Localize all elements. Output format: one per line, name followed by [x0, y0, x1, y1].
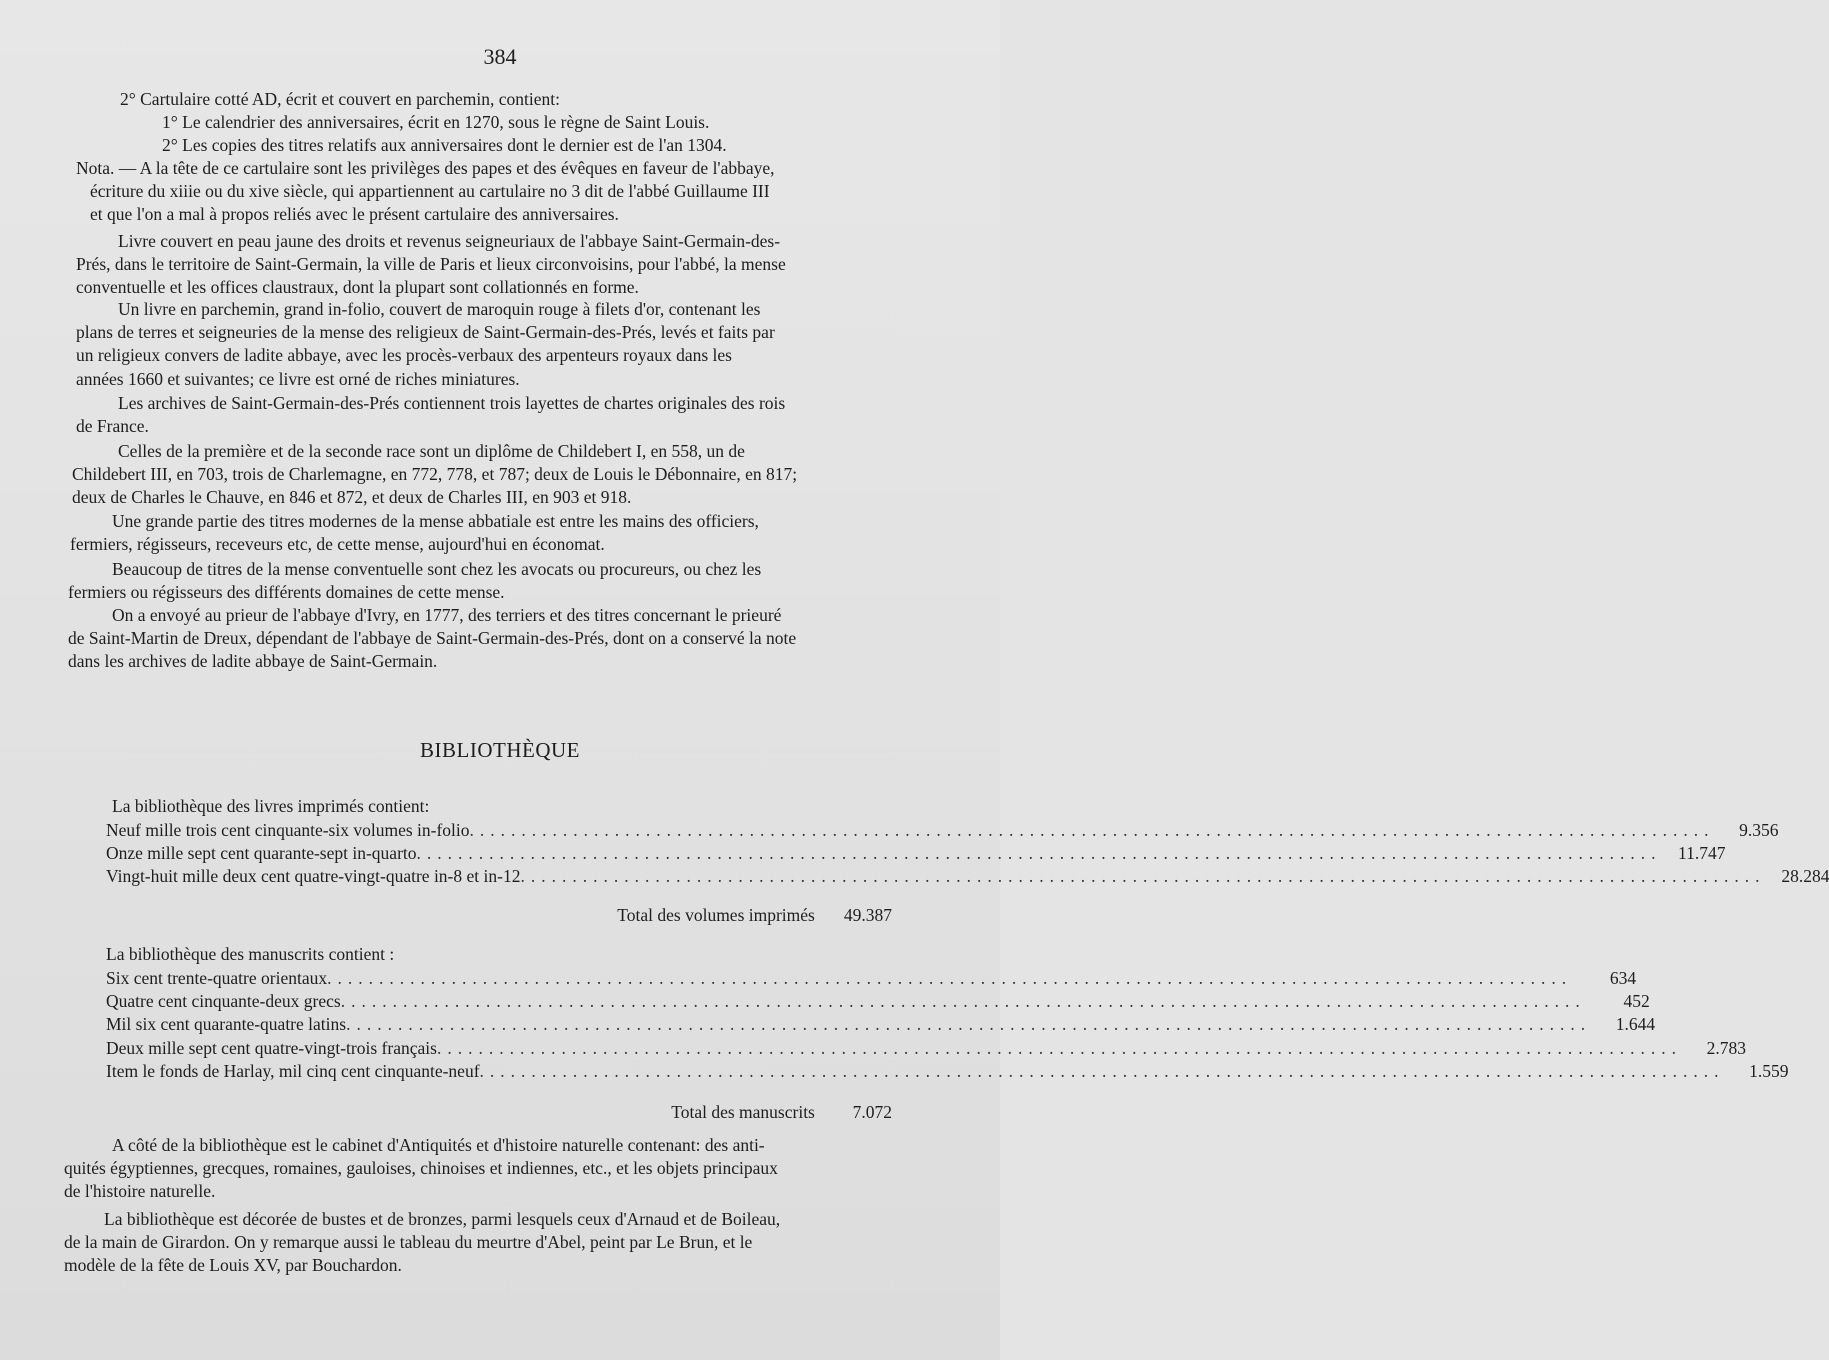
- text-line: La bibliothèque des livres imprimés contient:: [112, 796, 430, 816]
- body-paragraph: [0, 558, 1000, 604]
- inventory-value: 9.356: [1739, 820, 1779, 840]
- text-line: Une grande partie des titres modernes de la mense abbatiale est entre les mains des officiers,: [112, 511, 759, 531]
- printed-books-intro: [0, 795, 1000, 818]
- inventory-value: 634: [1609, 968, 1637, 988]
- text-line: fermiers ou régisseurs des différents domaines de cette mense.: [68, 582, 505, 603]
- text-line: conventuelle et les offices claustraux, dont la plupart sont collationnés en forme.: [76, 277, 639, 298]
- text-line: Nota. — A la tête de ce cartulaire sont les privilèges des papes et des évêques en faveur de l'abbaye,: [76, 158, 775, 178]
- inventory-label: Deux mille sept cent quatre-vingt-trois français: [106, 1038, 437, 1058]
- total-label: Total des volumes imprimés: [617, 905, 815, 925]
- text-line: 2° Cartulaire cotté AD, écrit et couvert en parchemin, contient:: [120, 89, 560, 109]
- text-line: de l'histoire naturelle.: [64, 1181, 216, 1202]
- body-paragraph: [0, 604, 1000, 674]
- text-line: modèle de la fête de Louis XV, par Bouchardon.: [64, 1255, 402, 1276]
- inventory-label: Vingt-huit mille deux cent quatre-vingt-quatre in-8 et in-12: [106, 866, 521, 886]
- inventory-value: 1.559: [1749, 1061, 1789, 1081]
- inventory-label: Six cent trente-quatre orientaux: [106, 968, 328, 988]
- manuscripts-total: [106, 1102, 892, 1123]
- text-line: Beaucoup de titres de la mense conventuelle sont chez les avocats ou procureurs, ou chez les: [112, 559, 762, 579]
- text-line: de France.: [76, 416, 149, 437]
- total-value: 7.072: [852, 1102, 892, 1122]
- text-line: Les archives de Saint-Germain-des-Prés contiennent trois layettes de chartes originales des rois: [118, 393, 786, 413]
- text-line: de la main de Girardon. On y remarque aussi le tableau du meurtre d'Abel, peint par Le Brun, et le: [64, 1232, 753, 1253]
- dot-leader: ........................................................................................................................: [340, 991, 1586, 1011]
- manuscripts-intro: [0, 943, 1000, 966]
- text-line: années 1660 et suivantes; ce livre est orné de riches miniatures.: [76, 368, 520, 389]
- inventory-value: 28.284: [1781, 866, 1829, 886]
- page-number: 384: [483, 44, 517, 69]
- inventory-value: 11.747: [1678, 843, 1726, 863]
- inventory-row: [106, 818, 1779, 841]
- antiquities-paragraph: [0, 1134, 1000, 1204]
- dot-leader: ........................................................................................................................: [520, 866, 1766, 886]
- total-label: Total des manuscrits: [671, 1102, 815, 1122]
- text-line: et que l'on a mal à propos reliés avec le présent cartulaire des anniversaires.: [90, 204, 619, 225]
- text-line: La bibliothèque est décorée de bustes et de bronzes, parmi lesquels ceux d'Arnaud et de Boileau,: [104, 1209, 781, 1229]
- dot-leader: ........................................................................................................................: [479, 1061, 1725, 1081]
- body-paragraph: [0, 440, 1000, 510]
- text-line: plans de terres et seigneuries de la mense des religieux de Saint-Germain-des-Prés, levés et faits par: [76, 322, 775, 343]
- total-value: 49.387: [843, 905, 892, 925]
- text-line: Prés, dans le territoire de Saint-Germain, la ville de Paris et lieux circonvoisins, pour l'abbé, la mense: [76, 254, 786, 275]
- inventory-label: Onze mille sept cent quarante-sept in-quarto: [106, 843, 417, 863]
- text-line: A côté de la bibliothèque est le cabinet d'Antiquités et d'histoire naturelle contenant: des anti-: [112, 1135, 765, 1155]
- dot-leader: ........................................................................................................................: [416, 843, 1662, 863]
- dot-leader: ........................................................................................................................: [346, 1014, 1592, 1034]
- text-line: 2° Les copies des titres relatifs aux anniversaires dont le dernier est de l'an 1304.: [162, 135, 727, 156]
- inventory-label: Quatre cent cinquante-deux grecs: [106, 991, 341, 1011]
- nota-paragraph: [0, 157, 1000, 227]
- inventory-row: [106, 1059, 1789, 1082]
- text-line: écriture du xiiie ou du xive siècle, qui appartiennent au cartulaire no 3 dit de l'abbé Guillaume III: [90, 181, 770, 202]
- dot-leader: ........................................................................................................................: [469, 820, 1715, 840]
- text-line: un religieux convers de ladite abbaye, avec les procès-verbaux des arpenteurs royaux dans les: [76, 345, 732, 366]
- inventory-label: Item le fonds de Harlay, mil cinq cent cinquante-neuf: [106, 1061, 480, 1081]
- text-line: Un livre en parchemin, grand in-folio, couvert de maroquin rouge à filets d'or, contenant les: [118, 299, 761, 319]
- cartulary-entry: [0, 88, 1000, 158]
- inventory-value: 452: [1623, 991, 1650, 1011]
- inventory-value: 1.644: [1615, 1014, 1656, 1034]
- section-title: BIBLIOTHÈQUE: [420, 738, 580, 762]
- dot-leader: ........................................................................................................................: [327, 968, 1573, 988]
- text-line: de Saint-Martin de Dreux, dépendant de l'abbaye de Saint-Germain-des-Prés, dont on a conservé la note: [68, 628, 797, 649]
- text-line: deux de Charles le Chauve, en 846 et 872, et deux de Charles III, en 903 et 918.: [72, 487, 632, 508]
- decoration-paragraph: [0, 1208, 1000, 1278]
- printed-books-total: [106, 905, 892, 926]
- inventory-row: [106, 841, 1726, 864]
- dot-leader: ........................................................................................................................: [436, 1038, 1682, 1058]
- inventory-row: [106, 864, 1829, 887]
- inventory-label: Neuf mille trois cent cinquante-six volumes in-folio: [106, 820, 470, 840]
- text-line: quités égyptiennes, grecques, romaines, gauloises, chinoises et indiennes, etc., et les objets principaux: [64, 1158, 778, 1179]
- inventory-value: 2.783: [1706, 1038, 1746, 1058]
- body-paragraph: [0, 510, 1000, 556]
- text-line: fermiers, régisseurs, receveurs etc, de cette mense, aujourd'hui en économat.: [70, 534, 605, 555]
- inventory-row: [106, 1036, 1746, 1059]
- body-paragraph: [0, 230, 1000, 300]
- text-line: Celles de la première et de la seconde race sont un diplôme de Childebert I, en 558, un de: [118, 441, 745, 461]
- inventory-label: Mil six cent quarante-quatre latins: [106, 1014, 347, 1034]
- body-paragraph: [0, 392, 1000, 438]
- text-line: dans les archives de ladite abbaye de Saint-Germain.: [68, 651, 438, 672]
- text-line: Livre couvert en peau jaune des droits et revenus seigneuriaux de l'abbaye Saint-Germain-des-: [118, 231, 781, 251]
- text-line: La bibliothèque des manuscrits contient :: [106, 944, 395, 964]
- inventory-row: [106, 989, 1650, 1012]
- text-line: Childebert III, en 703, trois de Charlemagne, en 772, 778, et 787; deux de Louis le Débonnaire, en 817;: [72, 464, 798, 485]
- inventory-row: [106, 1012, 1656, 1035]
- body-paragraph: [0, 298, 1000, 391]
- text-line: On a envoyé au prieur de l'abbaye d'Ivry, en 1777, des terriers et des titres concernant le prieuré: [112, 605, 782, 625]
- text-line: 1° Le calendrier des anniversaires, écrit en 1270, sous le règne de Saint Louis.: [162, 112, 710, 133]
- inventory-row: [106, 966, 1637, 989]
